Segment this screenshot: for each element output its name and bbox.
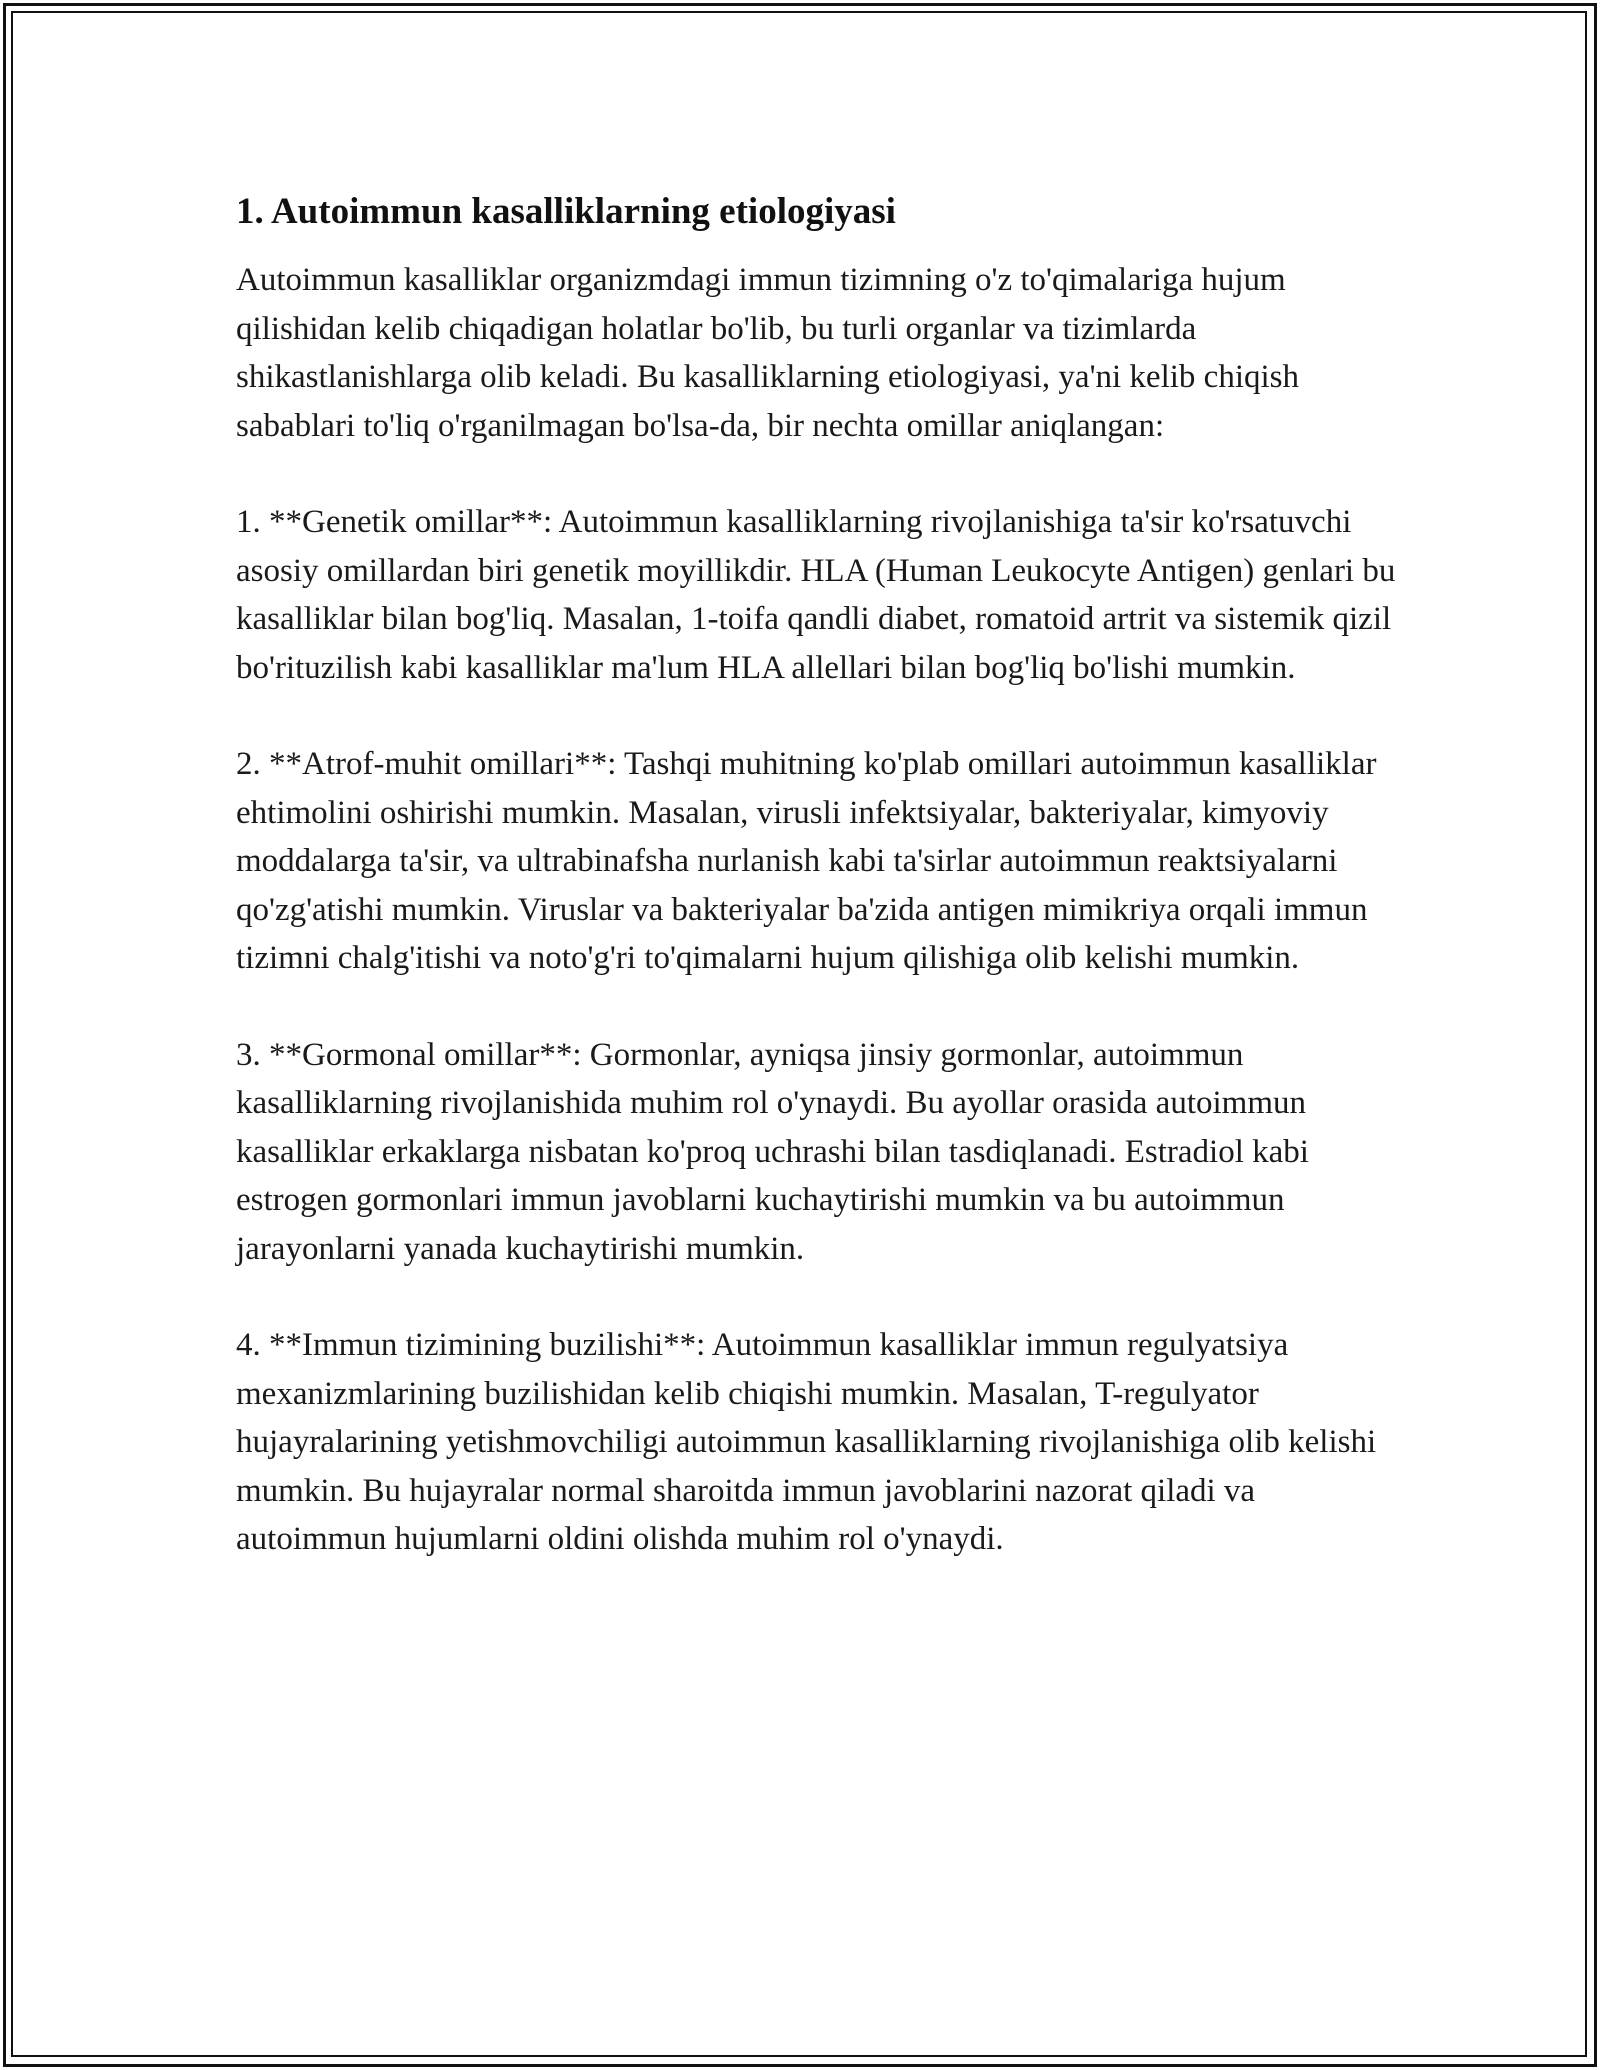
document-body bbox=[236, 186, 1396, 1612]
environmental-factors-paragraph: 2. **Atrof-muhit omillari**: Tashqi muhitning ko'plab omillari autoimmun kasalliklar ehtimolini oshirishi mumkin. Masalan, virusli infektsiyalar, bakteriyalar, kimyoviy moddalarga ta'sir, va ultrabinafsha nurlanish kabi ta'sirlar autoimmun reaktsiyalarni qo'zg'atishi mumkin. Viruslar va bakteriyalar ba'zida antigen mimikriya orqali immun tizimni chalg'itishi va noto'g'ri to'qimalarni hujum qilishiga olib kelishi mumkin. bbox=[236, 746, 1377, 976]
section-title: 1. Autoimmun kasalliklarning etiologiyasi bbox=[236, 191, 896, 232]
immune-dysregulation-paragraph: 4. **Immun tizimining buzilishi**: Autoimmun kasalliklar immun regulyatsiya mexanizmlarining buzilishidan kelib chiqishi mumkin. Masalan, T-regulyator hujayralarining yetishmovchiligi autoimmun kasalliklarning rivojlanishiga olib kelishi mumkin. Bu hujayralar normal sharoitda immun javoblarini nazorat qiladi va autoimmun hujumlarni oldini olishda muhim rol o'ynaydi. bbox=[236, 1327, 1377, 1557]
intro-paragraph: Autoimmun kasalliklar organizmdagi immun tizimning o'z to'qimalariga hujum qilishidan kelib chiqadigan holatlar bo'lib, bu turli organlar va tizimlarda shikastlanishlarga olib keladi. Bu kasalliklarning etiologiyasi, ya'ni kelib chiqish sabablari to'liq o'rganilmagan bo'lsa-da, bir nechta omillar aniqlangan: bbox=[236, 262, 1299, 444]
hormonal-factors-paragraph: 3. **Gormonal omillar**: Gormonlar, ayniqsa jinsiy gormonlar, autoimmun kasalliklarning rivojlanishida muhim rol o'ynaydi. Bu ayollar orasida autoimmun kasalliklar erkaklarga nisbatan ko'proq uchrashi bilan tasdiqlanadi. Estradiol kabi estrogen gormonlari immun javoblarni kuchaytirishi mumkin va bu autoimmun jarayonlarni yanada kuchaytirishi mumkin. bbox=[236, 1036, 1309, 1267]
genetic-factors-paragraph: 1. **Genetik omillar**: Autoimmun kasalliklarning rivojlanishiga ta'sir ko'rsatuvchi asosiy omillardan biri genetik moyillikdir. HLA (Human Leukocyte Antigen) genlari bu kasalliklar bilan bog'liq. Masalan, 1-toifa qandli diabet, romatoid artrit va sistemik qizil bo'rituzilish kabi kasalliklar ma'lum HLA allellari bilan bog'liq bo'lishi mumkin. bbox=[236, 504, 1396, 686]
